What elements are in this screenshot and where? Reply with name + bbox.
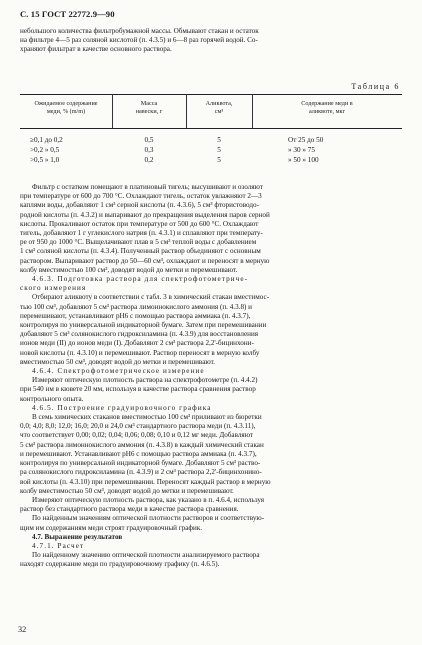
text-line: Измеряют оптическую плотность раствора, как указано в п. 4.6.4, используя [32, 495, 265, 504]
table-cell: 0,2 [144, 156, 154, 164]
table-header-mass: Масса навески, г [135, 100, 163, 115]
text-line: тигель, добавляют 1 г углекислого натрия (п. 4.3.1) и сплавляют при температу- [20, 229, 263, 238]
table-cell: От 25 до 50 [288, 136, 324, 144]
table-header-aliquot: Аликвота, см³ [205, 100, 233, 115]
table-cell: >0,5 » 1,0 [30, 156, 60, 164]
text-line: 0,0; 4,0; 8,0; 12,0; 16,0; 20,0 и 24,0 см³ стандартного раствора меди (п. 4.3.11), [20, 422, 256, 431]
text-line: добавляют 5 см³ солянокислого гидроксиламина (п. 4.3.9) для восстановления [20, 330, 259, 339]
text-line: контролируя по универсальной индикаторной бумаге. Добавляют 5 см³ раство- [20, 459, 261, 468]
text-line: раствором. Выпаривают раствор до 50—60 см³, охлаждают и переносят в мерную [20, 256, 270, 265]
text-line: По найденному значению оптической плотности анализируемого раствора [32, 551, 260, 560]
table-header-content: Ожидаемое содержание меди, % (m/m) [34, 100, 98, 115]
text-line: Измеряют оптическую плотность раствора на спектрофотометре (п. 4.4.2) [32, 376, 258, 385]
table-cell: ≥0,1 до 0,2 [30, 136, 63, 144]
text-line: храняют фильтрат в качестве основного раствора. [20, 45, 172, 54]
text-line: при температуре от 600 до 700 °С. Охлаждают тигель, остаток увлажняют 2—3 [20, 192, 262, 201]
text-line: и перемешивают. Устанавливают рН6 с помощью раствора аммиака (п. 4.3.7), [20, 449, 257, 458]
text-line: что соответствует 0,00; 0,02; 0,04; 0,06; 0,08; 0,10 и 0,12 мг меди. Добавляют [20, 431, 254, 440]
section-title: 4.6.5. Построение градуировочного графика [32, 403, 212, 412]
text-line: По найденным значениям оптической плотности растворов и соответствую- [32, 514, 265, 523]
table-cell: 5 [217, 146, 221, 154]
text-line: ионов меди (II) до ионов меди (I). Добавляют 2 см³ раствора 2,2'-бицинхони- [20, 339, 254, 348]
text-line: кислоты. Прокаливают остаток при температуре от 500 до 600 °С. Охлаждают [20, 219, 259, 228]
text-line: ра солянокислого гидроксиламина (п. 4.3.9) и 2 см³ раствора 2,2'-бицинхонино- [20, 468, 262, 477]
table-cell: 5 [217, 136, 221, 144]
section-title: 4.6.4. Спектрофотометрическое измерение [32, 367, 205, 376]
table-cell: 5 [217, 156, 221, 164]
table-cell: >0,2 » 0,5 [30, 146, 60, 154]
body-text [20, 183, 402, 570]
text-line: Отбирают аликвоту в соответствии с табл. 3 в химический стакан вместимос- [32, 293, 270, 302]
section-title: 4.7. Выражение результатов [32, 532, 123, 541]
text-line: колбу вместимостью 100 см³, доводят водой до метки и перемешивают. [20, 265, 238, 274]
text-line: колбу вместимостью 50 см³, доводят водой до метки и перемешивают. [20, 486, 234, 495]
text-line: щим им содержаниям меди строят градуировочный график. [20, 523, 203, 532]
text-line: вой кислоты (п. 4.3.10) при перемешивании. Переносят каждый раствор в мерную [20, 477, 271, 486]
text-line: 5 см³ раствора лимоннокислого аммония (п. 4.3.8) в каждый химический стакан [20, 440, 264, 449]
text-line: контрольного опыта. [20, 394, 84, 403]
page-number: 32 [18, 625, 27, 634]
text-line: родной кислоты (п. 4.3.2) и выпаривают до прекращения выделения паров серной [20, 210, 270, 219]
section-title: 4.6.3. Подготовка раствора для спектрофотометриче- [32, 275, 249, 284]
table-rule-top [20, 94, 402, 95]
page-header: С. 15 ГОСТ 22772.9—90 [20, 9, 115, 19]
intro-paragraph [20, 27, 402, 55]
text-line: находят содержание меди по градуировочному графику (п. 4.6.5). [20, 560, 220, 569]
text-line: на фильтре 4—5 раз соляной кислотой (п. 4.3.5) и 6—8 раз горячей водой. Со- [20, 36, 258, 45]
table-header-copper: Содержание меди в аликвоте, мкг [301, 100, 353, 115]
text-line: ре от 950 до 1000 °С. Выщелачивают плав в 5 см³ теплой воды с добавлением [20, 238, 257, 247]
text-line: новой кислоты (п. 4.3.10) и перемешивают. Раствор переносят в мерную колбу [20, 348, 260, 357]
section-title: 4.7.1. Расчет [32, 541, 85, 550]
table-cell: » 50 » 100 [288, 156, 319, 164]
text-line: при 540 нм в кювете 20 мм, используя в качестве раствора сравнения раствор [20, 385, 256, 394]
text-line: раствор без стандартного раствора меди в качестве раствора сравнения. [20, 505, 239, 514]
text-line: тью 100 см³, добавляют 5 см³ раствора лимоннокислого аммония (п. 4.3.8) и [20, 302, 252, 311]
text-line: В семь химических стаканов вместимостью 100 см³ приливают из бюретки [32, 413, 262, 422]
text-line: небольшого количества фильтробумажной массы. Обмывают стакан и остаток [20, 27, 259, 35]
text-line: каплями воды, добавляют 1 см³ серной кислоты (п. 4.3.6), 5 см³ фтористоводо- [20, 201, 259, 210]
table-cell: 0,5 [144, 136, 154, 144]
table-cell: 0,3 [144, 146, 154, 154]
text-line: 1 см³ соляной кислоты (п. 4.3.4). Полученный раствор объединяют с основным [20, 247, 261, 256]
text-line: контролируя по универсальной индикаторной бумаге. Затем при перемешивании [20, 321, 267, 330]
section-title: ского измерения [20, 284, 87, 293]
text-line: вместимостью 50 см³, доводят водой до метки и перемешивают. [20, 357, 215, 366]
table-cell: » 30 » 75 [288, 146, 315, 154]
table-title: Таблица 6 [351, 82, 400, 91]
text-line: Фильтр с остатком помещают в платиновый тигель; высушивают и озоляют [32, 183, 263, 191]
text-line: перемешивают, устанавливают рН6 с помощью раствора аммиака (п. 4.3.7), [20, 311, 251, 320]
table-rule-mid [20, 128, 402, 129]
